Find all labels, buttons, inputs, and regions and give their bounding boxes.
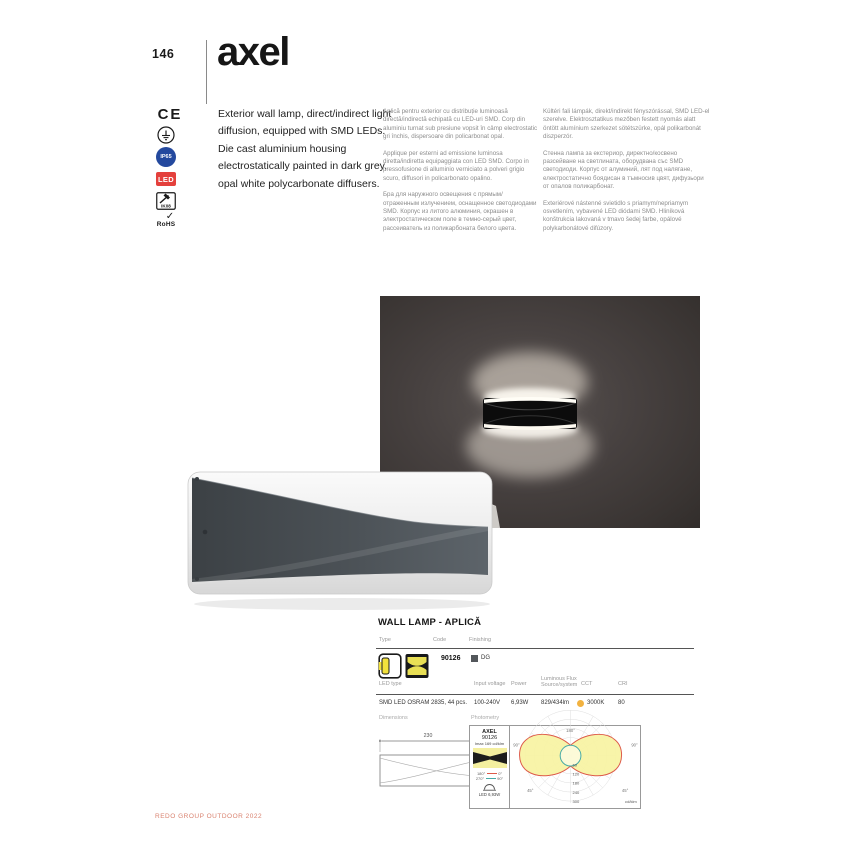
finishing-swatch-dg	[471, 655, 478, 662]
lamp-silhouette-icon	[473, 748, 507, 768]
lamp-dome-icon	[483, 783, 496, 791]
spec-table-title: WALL LAMP - APLICĂ	[378, 617, 482, 628]
header-divider	[206, 40, 207, 104]
footer-edition: REDO GROUP OUTDOOR 2022	[155, 813, 263, 820]
col-header-cri: CRI	[618, 681, 628, 687]
legend-plane-90-270: 270° 90°	[475, 776, 504, 781]
power-value: 6,93W	[511, 700, 529, 706]
intensity-curve-90-270	[560, 745, 581, 766]
svg-text:180°: 180°	[566, 727, 575, 733]
render-shadow	[194, 598, 490, 610]
cct-color-dot	[577, 700, 584, 707]
rohs-icon	[153, 212, 179, 228]
col-header-led-type: LED type	[379, 681, 402, 687]
cri-value: 80	[618, 700, 625, 706]
wall-lamp-front-updown-light-icon	[405, 653, 429, 679]
description-english	[218, 106, 394, 193]
description-ro: Aplică pentru exterior cu distribuție luminoasă directă/indirectă echipată cu LED-uri SMD. Corp din aluminiu turnat sub presiune vopsit în câmp electrostatic gri închis, dispersoare din policarbonat opal.	[383, 108, 538, 141]
section-label-photometry: Photometry	[471, 715, 500, 721]
col-header-cct: CCT	[581, 681, 593, 687]
rohs-label: RoHS	[156, 221, 176, 228]
render-screw	[203, 530, 208, 535]
col-header-finishing: Finishing	[469, 637, 492, 643]
rohs-check-glyph: ✓	[165, 211, 175, 222]
render-screw	[195, 477, 199, 481]
legend-plane-0-180: 180° 0°	[476, 771, 503, 776]
col-header-input-voltage: Input voltage	[474, 681, 506, 687]
col-header-type: Type	[379, 637, 391, 643]
descriptions-column-hu-bg-sk	[543, 108, 711, 241]
col-header-power: Power	[511, 681, 527, 687]
descriptions-column-ro-it-ru	[383, 108, 538, 241]
legend-teal-line	[486, 778, 496, 779]
ce-mark-icon: CE	[157, 106, 183, 123]
photometry-model: AXEL	[482, 729, 497, 735]
svg-text:60: 60	[572, 762, 578, 768]
description-bg: Стенна лампа за екстериор, директно/косвено разсейване на светлината, оборудвана със SMD светодиоди. Корпус от алуминий, лят под налягане, електростатично боядисан в тъмносив цвят, дифузьори от опалов поликарбонат.	[543, 149, 704, 191]
product-render	[180, 448, 505, 618]
type-pictograms	[378, 653, 429, 679]
photometry-code: 90126	[481, 735, 498, 741]
photometry-info-box	[470, 726, 510, 808]
svg-text:IK08: IK08	[161, 203, 171, 209]
cct-value: 3000K	[587, 700, 605, 706]
flux-value: 829/434lm	[541, 700, 570, 706]
table-rule	[376, 648, 694, 649]
product-code: 90126	[441, 655, 461, 662]
svg-text:45°: 45°	[527, 788, 534, 794]
col-header-code: Code	[433, 637, 447, 643]
photometry-imax: Imax 169 cd/klm	[474, 741, 505, 746]
finishing-code: DG	[481, 655, 490, 661]
ip65-rating-icon: IP65	[156, 147, 176, 167]
table-rule	[376, 694, 694, 695]
render-screw	[195, 577, 199, 581]
input-voltage-value: 100-240V	[474, 700, 501, 706]
col-header-luminous-flux: Luminous Flux Source/system	[541, 676, 578, 688]
photo-lamp-body	[483, 398, 577, 429]
svg-text:180: 180	[572, 780, 580, 786]
description-en-paragraph: Exterior wall lamp, direct/indirect light diffusion, equipped with SMD LEDs.	[218, 108, 392, 138]
svg-text:240: 240	[572, 789, 580, 795]
wall-lamp-side-view-icon	[378, 653, 402, 679]
description-it: Applique per esterni ad emissione luminosa diretta/indiretta equipaggiata con LED SMD. Corpo in pressofusione di alluminio verniciato a polveri grigio scuro, diffusori in policarbonato opalino.	[383, 149, 529, 182]
protection-class-earth-icon	[157, 126, 175, 144]
polar-intensity-chart	[510, 726, 640, 808]
photometry-panel	[469, 725, 641, 809]
description-sk: Exteriérové nástenné svietidlo s priamym/nepriamym osvetlením, vybavené LED diódami SMD. Hliníková konštrukcia lakovaná v tmavo šedej farbe, opálové polykarbonátové difúzory.	[543, 199, 689, 232]
description-en-paragraph: Die cast aluminium housing electrostatically painted in dark grey, opal white polycarbonate diffusers.	[218, 142, 388, 190]
svg-text:90°: 90°	[631, 742, 638, 748]
svg-text:300: 300	[572, 798, 580, 804]
ik08-impact-icon	[156, 192, 176, 210]
led-badge-icon: LED	[156, 172, 176, 186]
dim-width-label: 230	[423, 733, 433, 739]
description-ru: Бра для наружного освещения с прямым/отраженным излучением, оснащенное светодиодами SMD. Корпус из литого алюминия, окрашен в электростатическом поле в темно-серый цвет, рассеиватель из поликарбоната белого цвета.	[383, 191, 537, 232]
description-hu: Kültéri fali lámpák, direkt/indirekt fényszórással, SMD LED-el szerelve. Elektrosztatikus mezőben festett nyomás alatt öntött alumínium szerkezet sötétszürke, opál polikarbonát diszperzór.	[543, 108, 710, 141]
svg-text:90°: 90°	[513, 742, 520, 748]
product-render-art	[180, 448, 505, 618]
product-title: axel	[217, 30, 289, 74]
section-label-dimensions: Dimensions	[379, 715, 408, 721]
photometry-lamp-power: LED 6,93W	[478, 792, 501, 797]
legend-red-line	[487, 773, 497, 774]
polar-unit-label: cd/klm	[625, 798, 637, 804]
page-number: 146	[152, 47, 175, 61]
svg-text:45°: 45°	[621, 788, 629, 794]
led-type-value: SMD LED OSRAM 2835, 44 pcs.	[379, 700, 468, 706]
svg-text:120: 120	[572, 771, 580, 777]
